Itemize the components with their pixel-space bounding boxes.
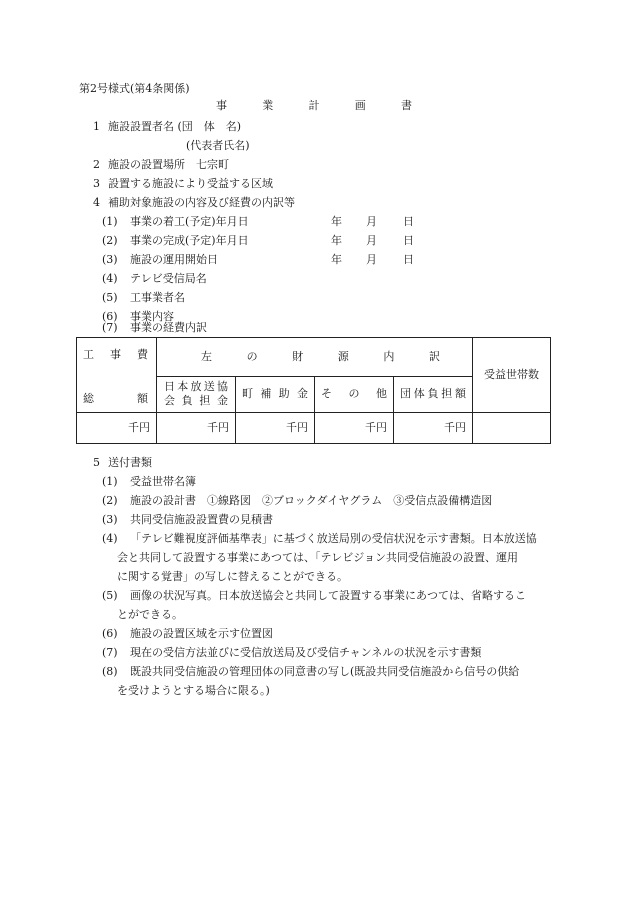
header-char: 左	[201, 349, 212, 363]
unit-cell: 千円	[236, 413, 315, 444]
sub-item-number: (6)	[102, 310, 118, 323]
unit-cell: 千円	[394, 413, 473, 444]
sub-item-number: (4)	[102, 272, 118, 285]
nhk-share-header	[157, 376, 236, 413]
item-text: 設置する施設により受益する区域	[108, 177, 273, 190]
item-number: 3	[93, 177, 100, 190]
year-label: 年	[331, 234, 342, 247]
title-char: 計	[308, 99, 320, 112]
header-char: 財	[292, 349, 304, 363]
sub-item-number: (7)	[102, 321, 118, 334]
item-number: 1	[93, 120, 100, 133]
sub-item-text: 施設の運用開始日	[130, 253, 218, 266]
form-label: 第2号様式(第4条関係)	[79, 82, 190, 95]
header-line: 日本放送協	[164, 380, 228, 394]
header-line: その他	[321, 387, 387, 401]
sub-item-text: を受けようとする場合に限る。)	[117, 684, 270, 697]
item-text: 施設設置者名 (団 体 名)	[108, 120, 242, 133]
sub-item-text: 画像の状況写真。日本放送協会と共同して設置する事業にあつては、省略するこ	[130, 589, 526, 602]
year-label: 年	[331, 215, 342, 228]
sub-item-text: 受益世帯名簿	[130, 475, 196, 488]
benefit-households-header: 受益世帯数	[473, 338, 551, 413]
cost-breakdown-table	[76, 337, 551, 444]
funding-breakdown-header	[157, 338, 473, 377]
header-line: 会負担金	[164, 394, 228, 408]
item-text: 施設の設置場所 七宗町	[108, 158, 229, 171]
document-title	[216, 99, 412, 113]
header-line: 町補助金	[242, 387, 308, 401]
title-char: 画	[354, 99, 366, 112]
sub-item-text: 「テレビ難視度評価基準表」に基づく放送局別の受信状況を示す書類。日本放送協	[130, 532, 537, 545]
month-label: 月	[366, 253, 377, 266]
item-number: 4	[93, 196, 100, 209]
sub-item-number: (4)	[102, 532, 118, 545]
unit-cell: 千円	[157, 413, 236, 444]
item-number: 5	[93, 456, 100, 469]
item-text: (代表者氏名)	[186, 139, 250, 152]
town-subsidy-header	[236, 376, 315, 413]
group-share-header	[394, 376, 473, 413]
day-label: 日	[403, 234, 414, 247]
title-char: 業	[262, 99, 274, 112]
sub-item-text: 共同受信施設設置費の見積書	[130, 513, 273, 526]
month-label: 月	[366, 215, 377, 228]
sub-item-number: (5)	[102, 589, 118, 602]
month-label: 月	[366, 234, 377, 247]
sub-item-number: (3)	[102, 253, 118, 266]
item-number: 2	[93, 158, 100, 171]
sub-item-text: 事業内容	[130, 310, 174, 323]
sub-item-number: (7)	[102, 646, 118, 659]
unit-cell: 千円	[315, 413, 394, 444]
sub-item-number: (3)	[102, 513, 118, 526]
year-label: 年	[331, 253, 342, 266]
sub-item-number: (2)	[102, 494, 118, 507]
sub-item-number: (2)	[102, 234, 118, 247]
header-char: 源	[337, 349, 349, 363]
sub-item-text: 事業の完成(予定)年月日	[130, 234, 249, 247]
header-char: 総	[83, 392, 94, 405]
sub-item-number: (5)	[102, 291, 118, 304]
item-text: 送付書類	[108, 456, 152, 469]
header-char: 内	[383, 349, 395, 363]
header-char: 額	[137, 392, 148, 405]
benefit-cell	[473, 413, 551, 444]
header-char: の	[246, 349, 258, 363]
header-char: 訳	[428, 349, 440, 363]
sub-item-number: (6)	[102, 627, 118, 640]
sub-item-number: (1)	[102, 215, 118, 228]
sub-item-text: テレビ受信局名	[130, 272, 207, 285]
other-header	[315, 376, 394, 413]
sub-item-text: 会と共同して設置する事業にあつては、「テレビジョン共同受信施設の設置、運用	[117, 551, 519, 564]
sub-item-number: (1)	[102, 475, 118, 488]
header-char: 事	[110, 348, 121, 361]
sub-item-text: に関する覚書」の写しに替えることができる。	[117, 570, 348, 583]
sub-item-text: 事業の経費内訳	[130, 321, 207, 334]
sub-item-text: 事業の着工(予定)年月日	[130, 215, 249, 228]
sub-item-text: 施設の設計書 ①線路図 ②ブロックダイヤグラム ③受信点設備構造図	[130, 494, 493, 507]
title-char: 事	[216, 99, 227, 112]
title-char: 書	[401, 99, 412, 112]
sub-item-text: とができる。	[117, 608, 183, 621]
unit-cell: 千円	[77, 413, 157, 444]
sub-item-text: 工事業者名	[130, 291, 185, 304]
day-label: 日	[403, 253, 414, 266]
sub-item-text: 施設の設置区域を示す位置図	[130, 627, 273, 640]
total-cost-header	[77, 338, 157, 413]
header-char: 工	[83, 348, 94, 361]
sub-item-text: 既設共同受信施設の管理団体の同意書の写し(既設共同受信施設から信号の供給	[130, 665, 520, 678]
day-label: 日	[403, 215, 414, 228]
item-text: 補助対象施設の内容及び経費の内訳等	[108, 196, 295, 209]
header-line: 団体負担額	[400, 387, 466, 401]
sub-item-text: 現在の受信方法並びに受信放送局及び受信チャンネルの状況を示す書類	[130, 646, 482, 659]
header-char: 費	[137, 348, 148, 361]
sub-item-number: (8)	[102, 665, 118, 678]
